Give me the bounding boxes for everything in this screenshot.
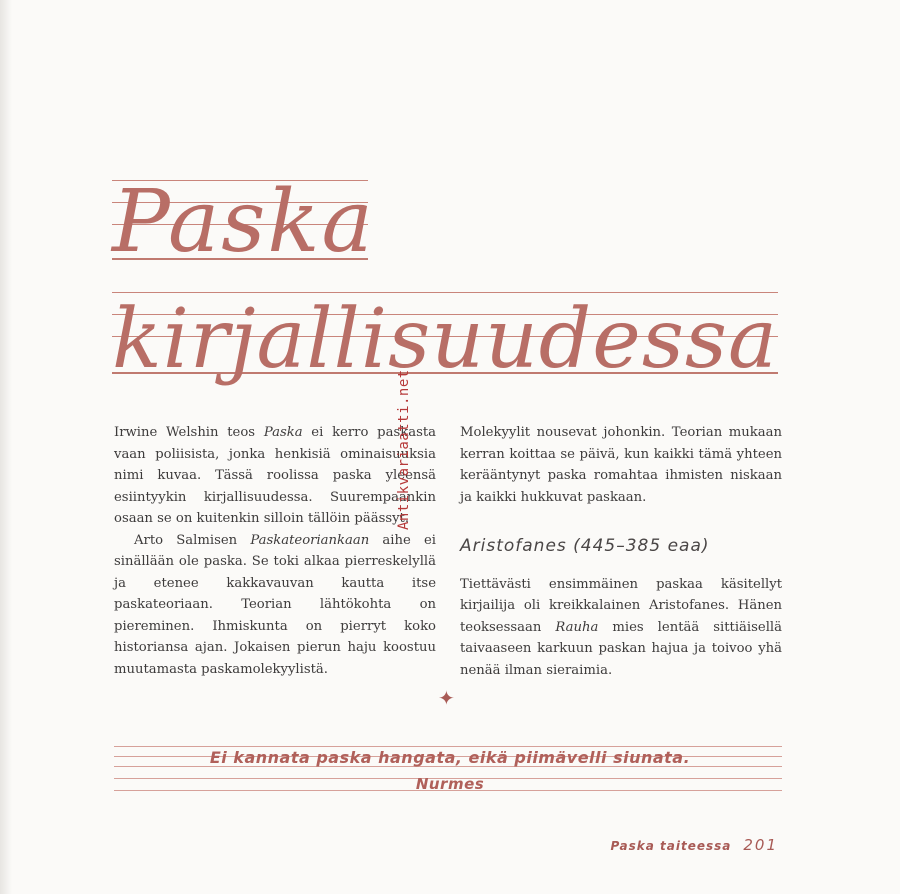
left-column bbox=[114, 422, 436, 680]
page-footer bbox=[610, 836, 778, 854]
page-number: 201 bbox=[743, 836, 778, 854]
footer-section-title: Paska taiteessa bbox=[610, 839, 732, 853]
quote-author: Nurmes bbox=[415, 775, 485, 793]
paragraph: Tiettävästi ensimmäinen paskaa käsitellyt kirjailija oli kreikkalainen Aristofanes. Hänen teoksessaan Rauha mies lentää sittiäisellä taivaaseen karkuun paskan hajua ja toivoo yhä nenää ilman sieraimia. bbox=[460, 576, 782, 678]
quote-text: Ei kannata paska hangata, eikä piimävelli siunata. bbox=[209, 748, 691, 767]
paragraph: Irwine Welshin teos Paska ei kerro paskasta vaan poliisista, jonka henkisiä ominaisuuksia nimi kuvaa. Tässä roolissa paska yleensä esiintyykin kirjallisuudessa. Suurempaankin osaan se on kuitenkin silloin tällöin päässyt. bbox=[114, 425, 436, 526]
paragraph: Molekyylit nousevat johonkin. Teorian mukaan kerran koittaa se päivä, kun kaikki tämä yhteen kerääntynyt paska romahtaa ihmisten niskaan ja kaikki hukkuvat paskaan. bbox=[460, 425, 782, 505]
paragraph: Arto Salmisen Paskateoriankaan aihe ei sinällään ole paska. Se toki alkaa pierreskelyllä ja etenee kakkavauvan kautta itse paskateoriaan. Teorian lähtökohta on piereminen. Ihmiskunta on pierryt koko historiansa ajan. Jokaisen pierun haju koostuu muutamasta paskamolekyylistä. bbox=[114, 532, 436, 677]
page-title-line-1: Paska bbox=[112, 172, 375, 272]
right-column bbox=[460, 422, 782, 681]
ornament-star-icon: ✦ bbox=[438, 686, 455, 710]
section-subheading: Aristofanes (445–385 eaa) bbox=[460, 536, 710, 556]
watermark: Antikvariaatti.net bbox=[396, 369, 412, 530]
page-title-line-2: kirjallisuudessa bbox=[112, 292, 778, 387]
